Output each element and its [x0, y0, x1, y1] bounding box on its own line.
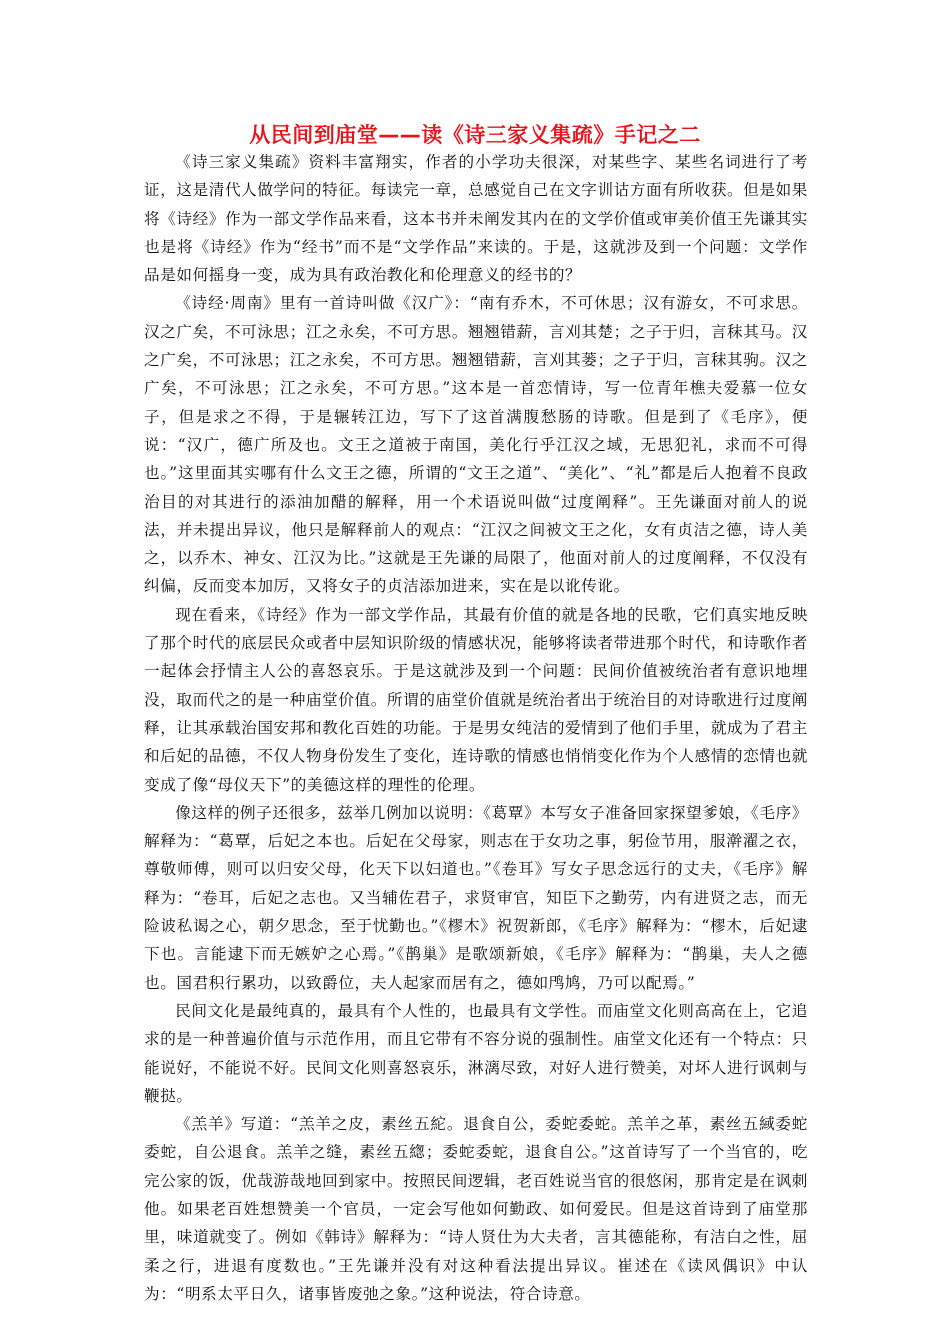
paragraph-3: 现在看来，《诗经》作为一部文学作品，其最有价值的就是各地的民歌，它们真实地反映了那个时代的底层民众或者中层知识阶级的情感状况，能够将读者带进那个时代，和诗歌作者一起体会抒情主人公的喜怒哀乐。于是这就涉及到一个问题：民间价值被统治者有意识地埋没，取而代之的是一种庙堂价值。所谓的庙堂价值就是统治者出于统治目的对诗歌进行过度阐释，让其承载治国安邦和教化百姓的功能。于是男女纯洁的爱情到了他们手里，就成为了君主和后妃的品德，不仅人物身份发生了变化，连诗歌的情感也悄悄变化作为个人感情的恋情也就变成了像“母仪天下”的美德这样的理性的伦理。	[144, 605, 808, 794]
paragraph-1: 《诗三家义集疏》资料丰富翔实，作者的小学功夫很深，对某些字、某些名词进行了考证，这是清代人做学问的特征。每读完一章，总感觉自己在文字训诂方面有所收获。但是如果将《诗经》作为一部文学作品来看，这本书并未阐发其内在的文学价值或审美价值王先谦其实也是将《诗经》作为“经书”而不是“文学作品”来读的。于是，这就涉及到一个问题：文学作品是如何摇身一变，成为具有政治教化和伦理意义的经书的？	[144, 153, 808, 285]
paragraph-2: 《诗经·周南》里有一首诗叫做《汉广》：“南有乔木，不可休思；汉有游女，不可求思。汉之广矣，不可泳思；江之永矣，不可方思。翘翘错薪，言刈其楚；之子于归，言秣其马。汉之广矣，不可泳思；江之永矣，不可方思。翘翘错薪，言刈其蒌；之子于归，言秣其驹。汉之广矣，不可泳思；江之永矣，不可方思。”这本是一首恋情诗，写一位青年樵夫爱慕一位女子，但是求之不得，于是辗转江边，写下了这首满腹愁肠的诗歌。但是到了《毛序》，便说：“汉广，德广所及也。文王之道被于南国，美化行乎江汉之域，无思犯礼，求而不可得也。”这里面其实哪有什么文王之德，所谓的“文王之道”、“美化”、“礼”都是后人抱着不良政治目的对其进行的添油加醋的解释，用一个术语说叫做“过度阐释”。王先谦面对前人的说法，并未提出异议，他只是解释前人的观点：“江汉之间被文王之化，女有贞洁之德，诗人美之，以乔木、神女、江汉为比。”这就是王先谦的局限了，他面对前人的过度阐释，不仅没有纠偏，反而变本加厉，又将女子的贞洁添加进来，实在是以讹传讹。	[144, 294, 808, 596]
paragraph-4: 像这样的例子还很多，兹举几例加以说明：《葛覃》本写女子准备回家探望爹娘，《毛序》解释为：“葛覃，后妃之本也。后妃在父母家，则志在于女功之事，躬俭节用，服澣濯之衣，尊敬师傅，则可以归安父母，化天下以妇道也。”《卷耳》写女子思念远行的丈夫，《毛序》解释为：“卷耳，后妃之志也。又当辅佐君子，求贤审官，知臣下之勤劳，内有进贤之志，而无险诐私谒之心，朝夕思念，至于忧勤也。”《樛木》祝贺新郎，《毛序》解释为：“樛木，后妃逮下也。言能逮下而无嫉妒之心焉。”《鹊巢》是歌颂新娘，《毛序》解释为：“鹊巢，夫人之德也。国君积行累功，以致爵位，夫人起家而居有之，德如鸤鸠，乃可以配焉。”	[144, 803, 808, 992]
paragraph-5: 民间文化是最纯真的，最具有个人性的，也最具有文学性。而庙堂文化则高高在上，它追求的是一种普遍价值与示范作用，而且它带有不容分说的强制性。庙堂文化还有一个特点：只能说好，不能说不好。民间文化则喜怒哀乐，淋漓尽致，对好人进行赞美，对坏人进行讽刺与鞭挞。	[144, 1001, 808, 1105]
document-title: 从民间到庙堂——读《诗三家义集疏》手记之二	[249, 123, 701, 147]
paragraph-6: 《羔羊》写道：“羔羊之皮，素丝五紽。退食自公，委蛇委蛇。羔羊之革，素丝五緎委蛇委蛇，自公退食。羔羊之缝，素丝五緫；委蛇委蛇，退食自公。”这首诗写了一个当官的，吃完公家的饭，优哉游哉地回到家中。按照民间逻辑，老百姓说当官的很悠闲，那肯定是在讽刺他。如果老百姓想赞美一个官员，一定会写他如何勤政、如何爱民。但是这首诗到了庙堂那里，味道就变了。例如《韩诗》解释为：“诗人贤仕为大夫者，言其德能称，有洁白之性，屈柔之行，进退有度数也。”王先谦并没有对这种看法提出异议。崔述在《读风偶识》中认为：“明系太平日久，诸事皆废弛之象。”这种说法，符合诗意。	[144, 1115, 808, 1303]
document-body	[144, 148, 808, 1308]
